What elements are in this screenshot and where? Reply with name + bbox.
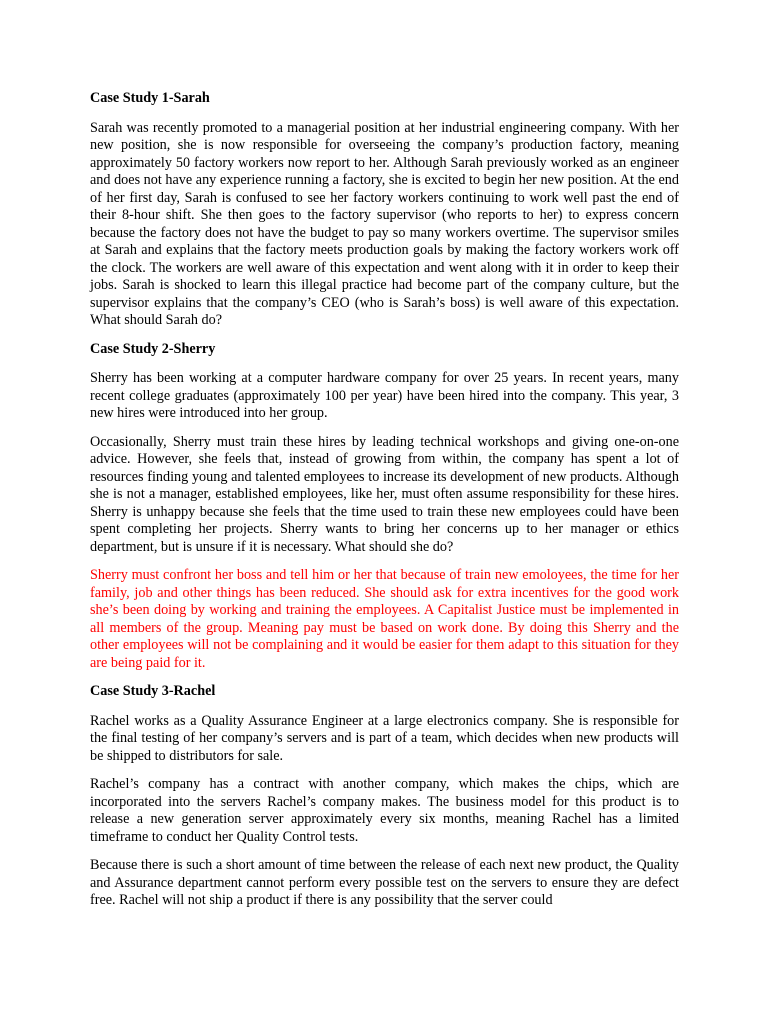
case-study-2-heading: Case Study 2-Sherry — [90, 340, 216, 357]
case-study-3-paragraph-2: Rachel’s company has a contract with another company, which makes the chips, which are incorporated into the servers Rachel’s company makes. The business model for this product is to release a new generation server approximately every six months, meaning Rachel has a limited timeframe to conduct her Quality Control tests. — [90, 776, 679, 845]
case-study-3-paragraph-3: Because there is such a short amount of time between the release of each next new product, the Quality and Assurance department cannot perform every possible test on the servers to ensure they are defect free. Rachel will not ship a product if there is any possibility that the server could — [90, 857, 679, 908]
case-study-2-paragraph-1: Sherry has been working at a computer hardware company for over 25 years. In recent years, many recent college graduates (approximately 100 per year) have been hired into the company. This year, 3 new hires were introduced into her group. — [90, 370, 679, 421]
case-study-3-heading: Case Study 3-Rachel — [90, 683, 216, 699]
case-study-1-heading: Case Study 1-Sarah — [90, 90, 210, 106]
case-study-2-answer: Sherry must confront her boss and tell him or her that because of train new emoloyees, the time for her family, job and other things has been reduced. She should ask for extra incentives for the good work she’s been doing by working and training the employees. A Capitalist Justice must be implemented in all members of the group. Meaning pay must be based on work done. By doing this Sherry and the other employees will not be complaining and it would be easier for them adapt to this situation for they are being paid for it. — [90, 567, 679, 671]
document-page — [90, 90, 679, 921]
case-study-3-paragraph-1: Rachel works as a Quality Assurance Engineer at a large electronics company. She is responsible for the final testing of her company’s servers and is part of a team, which decides when new products will be shipped to distributors for sale. — [90, 712, 679, 764]
case-study-1-paragraph: Sarah was recently promoted to a managerial position at her industrial engineering company. With her new position, she is now responsible for overseeing the company’s production factory, meaning approximately 50 factory workers now report to her. Although Sarah previously worked as an engineer and does not have any experience running a factory, she is excited to begin her new position. At the end of her first day, Sarah is confused to see her factory workers continuing to work well past the end of their 8-hour shift. She then goes to the factory supervisor (who reports to her) to express concern because the factory does not have the budget to pay so many workers overtime. The supervisor smiles at Sarah and explains that the factory meets production goals by making the factory workers work off the clock. The workers are well aware of this expectation and went along with it in order to keep their jobs. Sarah is shocked to learn this illegal practice had become part of the company culture, but the supervisor explains that the company’s CEO (who is Sarah’s boss) is well aware of this expectation. What should Sarah do? — [90, 119, 679, 328]
case-study-2-paragraph-2: Occasionally, Sherry must train these hires by leading technical workshops and giving one-on-one advice. However, she feels that, instead of growing from within, the company has spent a lot of resources finding young and talented employees to increase its development of new products. Although she is not a manager, established employees, like her, must often assume responsibility for these hires. Sherry is unhappy because she feels that the time used to train these new employees could have been spent completing her projects. Sherry wants to bring her concerns up to her manager or ethics department, but is unsure if it is necessary. What should she do? — [90, 433, 679, 555]
